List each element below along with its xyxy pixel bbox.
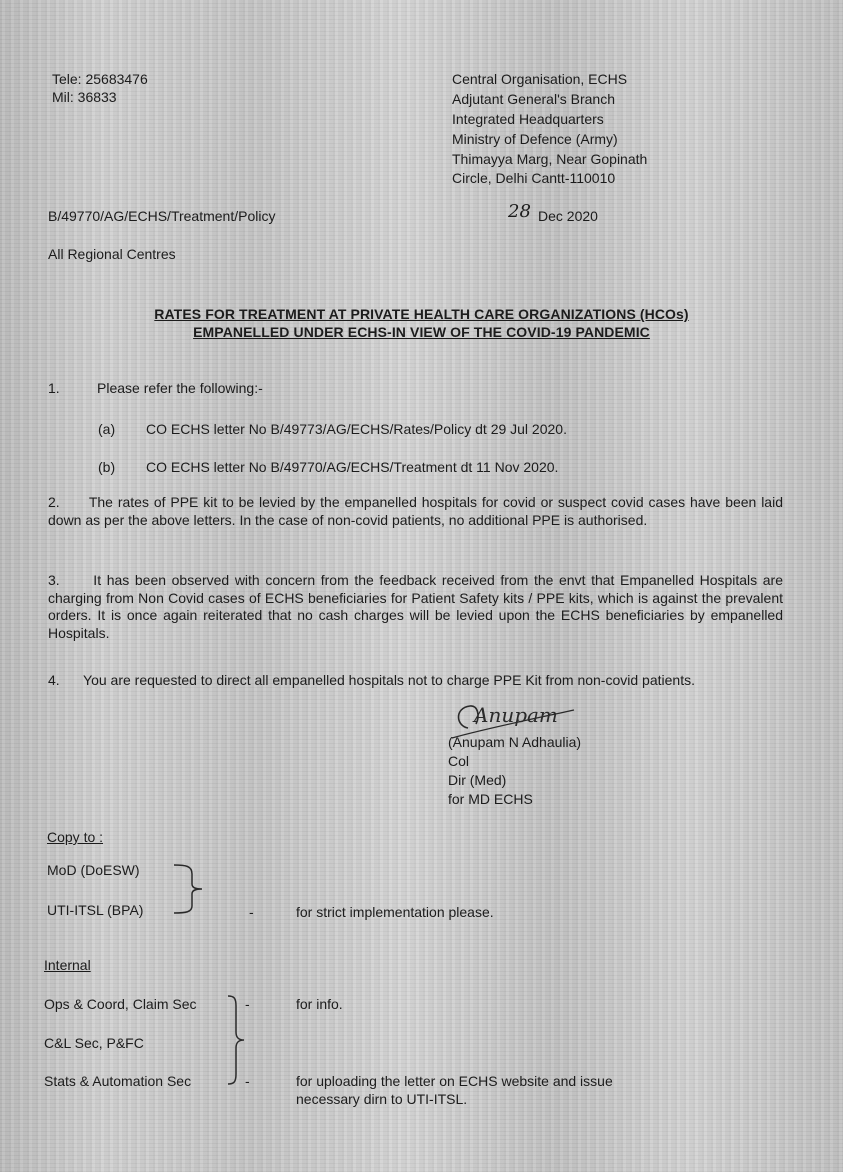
internal-item: C&L Sec, P&FC [44,1035,144,1051]
copy-to-dash: - [249,904,254,920]
signatory-for: for MD ECHS [448,791,533,807]
subject-line-2: EMPANELLED UNDER ECHS-IN VIEW OF THE COVID-19 PANDEMIC [193,324,650,340]
copy-to-item: MoD (DoESW) [47,862,140,878]
address-line: Circle, Delhi Cantt-110010 [452,170,616,186]
addressee: All Regional Centres [48,246,176,262]
internal-action-1: for info. [296,996,343,1012]
reference-a-text: CO ECHS letter No B/49773/AG/ECHS/Rates/Policy dt 29 Jul 2020. [146,421,567,437]
copy-to-action: for strict implementation please. [296,904,494,920]
address-line: Thimayya Marg, Near Gopinath [452,151,648,167]
address-line: Ministry of Defence (Army) [452,131,618,147]
date-month-year: Dec 2020 [538,208,598,224]
internal-action-2-line-2: necessary dirn to UTI-ITSL. [296,1091,468,1107]
copy-to-heading: Copy to : [47,829,104,845]
tele-number: Tele: 25683476 [52,71,148,87]
signatory-rank: Col [448,753,470,769]
date-day-handwritten: 28 [508,201,531,222]
signature-script: Anupam [474,703,558,727]
reference-a-label: (a) [98,421,116,437]
reference-number: B/49770/AG/ECHS/Treatment/Policy [48,208,276,224]
internal-heading: Internal [44,957,91,973]
reference-b-label: (b) [98,459,116,475]
internal-item: Stats & Automation Sec [44,1073,192,1089]
para-1-text: Please refer the following:- [97,380,263,396]
internal-action-2-line-1: for uploading the letter on ECHS website and issue [296,1073,613,1089]
internal-dash-2: - [245,1073,250,1089]
signatory-name: (Anupam N Adhaulia) [448,734,582,750]
signatory-appointment: Dir (Med) [448,772,507,788]
internal-dash-1: - [245,996,250,1012]
reference-b-text: CO ECHS letter No B/49770/AG/ECHS/Treatment dt 11 Nov 2020. [146,459,559,475]
address-line: Adjutant General's Branch [452,91,615,107]
para-2: 2. The rates of PPE kit to be levied by the empanelled hospitals for covid or suspect covid cases have been laid down as per the above letters. In the case of non-covid patients, no additional PPE is authorised. [48,494,783,528]
subject-line-1: RATES FOR TREATMENT AT PRIVATE HEALTH CARE ORGANIZATIONS (HCOs) [154,306,689,322]
internal-item: Ops & Coord, Claim Sec [44,996,197,1012]
para-1-number: 1. [48,380,60,396]
copy-to-item: UTI-ITSL (BPA) [47,902,144,918]
address-line: Central Organisation, ECHS [452,71,628,87]
para-4: 4. You are requested to direct all empanelled hospitals not to charge PPE Kit from non-covid patients. [48,672,695,688]
mil-number: Mil: 36833 [52,89,117,105]
copy-to-brace [172,862,216,916]
address-line: Integrated Headquarters [452,111,604,127]
para-3: 3. It has been observed with concern from the feedback received from the envt that Empanelled Hospitals are charging from Non Covid cases of ECHS beneficiaries for Patient Safety kits / PPE kits, which is against the prevalent orders. It is once again reiterated that no cash charges will be levied upon the ECHS beneficiaries by empanelled Hospitals. [48,572,783,641]
